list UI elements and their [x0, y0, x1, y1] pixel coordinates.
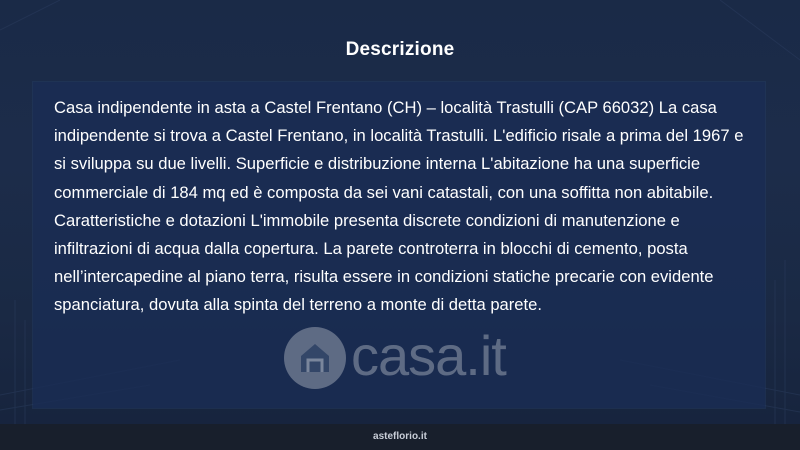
footer-bar [0, 424, 800, 450]
description-panel [33, 82, 765, 408]
page-title: Descrizione [345, 39, 455, 60]
watermark-text: casa.it [351, 324, 506, 387]
description-text: Casa indipendente in asta a Castel Frentano (CH) – località Trastulli (CAP 66032) La casa indipendente si trova a Castel Frentano, in località Trastulli. L'edificio risale a prima del 1967 e si sviluppa su due livelli. Superficie e distribuzione interna L'abitazione ha una superficie commerciale di 184 mq ed è composta da sei vani catastali, con una soffitta non abitabile. Caratteristiche e dotazioni L'immobile presenta discrete condizioni di manutenzione e infiltrazioni di acqua dalla copertura. La parete controterra in blocchi di cemento, posta nell’intercapedine al piano terra, risulta essere in condizioni statiche precarie con evidente spanciatura, dovuta alla spinta del terreno a monte di detta parete. [54, 98, 744, 315]
footer-site-label: asteflorio.it [373, 431, 427, 442]
